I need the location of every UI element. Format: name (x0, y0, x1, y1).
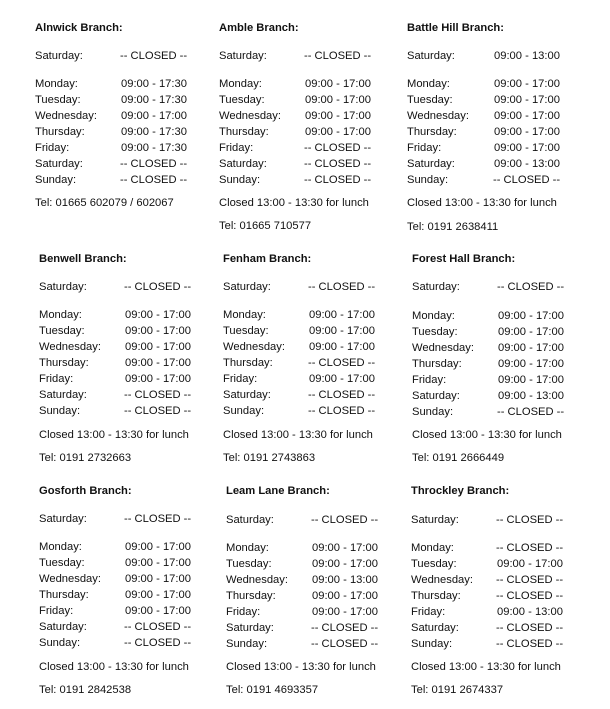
lunch-note: Closed 13:00 - 13:30 for lunch (219, 197, 369, 209)
branch-title: Benwell Branch: (39, 253, 127, 265)
branch-title: Amble Branch: (219, 22, 299, 34)
lunch-note: Closed 13:00 - 13:30 for lunch (39, 429, 189, 441)
tel: Tel: 01665 710577 (219, 220, 312, 232)
branch-title: Battle Hill Branch: (407, 22, 504, 34)
branch-title: Throckley Branch: (411, 485, 510, 497)
tel: Tel: 0191 2638411 (407, 221, 499, 233)
branch-title: Alnwick Branch: (35, 22, 123, 34)
branch-title: Fenham Branch: (223, 253, 312, 265)
tel: Tel: 01665 602079 / 602067 (35, 197, 174, 209)
lunch-note: Closed 13:00 - 13:30 for lunch (411, 661, 561, 673)
tel: Tel: 0191 2732663 (39, 452, 132, 464)
branch-title: Leam Lane Branch: (226, 485, 330, 497)
lunch-note: Closed 13:00 - 13:30 for lunch (226, 661, 376, 673)
tel: Tel: 0191 2743863 (223, 452, 316, 464)
tel: Tel: 0191 2674337 (411, 684, 504, 696)
lunch-note: Closed 13:00 - 13:30 for lunch (412, 429, 562, 441)
branch-title: Forest Hall Branch: (412, 253, 516, 265)
lunch-note: Closed 13:00 - 13:30 for lunch (223, 429, 373, 441)
tel: Tel: 0191 2842538 (39, 684, 132, 696)
tel: Tel: 0191 4693357 (226, 684, 319, 696)
tel: Tel: 0191 2666449 (412, 452, 505, 464)
branch-title: Gosforth Branch: (39, 485, 132, 497)
lunch-note: Closed 13:00 - 13:30 for lunch (407, 197, 557, 209)
lunch-note: Closed 13:00 - 13:30 for lunch (39, 661, 189, 673)
